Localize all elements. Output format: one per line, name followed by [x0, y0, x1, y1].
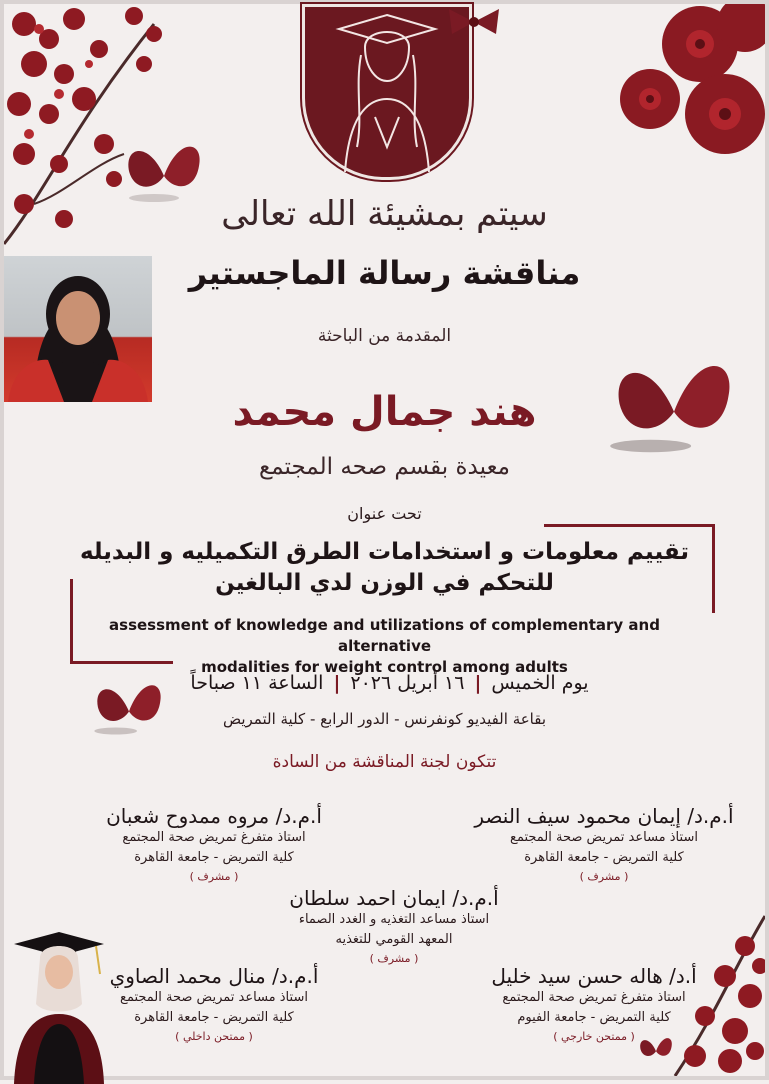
candidate-photo	[4, 256, 152, 402]
thesis-title-english	[74, 615, 695, 678]
event-title: مناقشة رسالة الماجستير	[188, 254, 581, 292]
member-title: استاذ متفرغ تمريض صحة المجتمع	[502, 990, 686, 1005]
butterfly-icon	[89, 672, 169, 742]
member-role-tag: ( ممتحن خارجي )	[553, 1030, 635, 1044]
committee-member	[444, 964, 744, 1043]
member-role-tag: ( مشرف )	[369, 952, 419, 966]
member-title: استاذ متفرغ تمريض صحة المجتمع	[122, 830, 306, 845]
committee-member	[244, 886, 544, 965]
member-affiliation: المعهد القومي للتغذيه	[335, 932, 453, 948]
candidate-role: معيدة بقسم صحه المجتمع	[258, 454, 510, 480]
member-name: أ.م.د/ إيمان محمود سيف النصر	[474, 804, 734, 828]
candidate-name: هند جمال محمد	[232, 389, 537, 435]
cherry-blossom-branch-top-left	[4, 4, 179, 254]
schedule-line	[184, 672, 595, 694]
committee-heading: تتكون لجنة المناقشة من السادة	[272, 752, 497, 772]
member-title: استاذ مساعد تمريض صحة المجتمع	[120, 990, 308, 1005]
thesis-title-arabic-line2: للتحكم في الوزن لدي البالغين	[215, 570, 554, 597]
thesis-title-arabic	[74, 537, 695, 599]
butterfly-icon	[604, 349, 744, 459]
schedule-date: ١٦ أبريل ٢٠٢٦	[350, 672, 465, 694]
schedule-time: الساعة ١١ صباحاً	[190, 672, 324, 694]
member-affiliation: كلية التمريض - جامعة القاهرة	[134, 850, 294, 866]
member-title: استاذ مساعد تمريض صحة المجتمع	[510, 830, 698, 845]
member-affiliation: كلية التمريض - جامعة القاهرة	[524, 850, 684, 866]
opening-phrase: سيتم بمشيئة الله تعالى	[221, 194, 548, 234]
member-affiliation: كلية التمريض - جامعة الفيوم	[517, 1010, 671, 1026]
separator: |	[333, 672, 341, 694]
member-affiliation: كلية التمريض - جامعة القاهرة	[134, 1010, 294, 1026]
thesis-title-arabic-line1: تقييم معلومات و استخدامات الطرق التكميليه و البديله	[79, 539, 690, 565]
red-flowers-top-right	[605, 4, 765, 184]
ribbon-bow-icon	[444, 4, 504, 44]
member-name: أ.م.د/ منال محمد الصاوي	[109, 964, 319, 988]
venue: بقاعة الفيديو كونفرنس - الدور الرابع - كلية التمريض	[222, 710, 547, 728]
schedule-day: يوم الخميس	[491, 672, 589, 694]
thesis-label: تحت عنوان	[347, 504, 422, 523]
committee-member	[64, 804, 364, 883]
butterfly-icon	[119, 136, 209, 206]
member-role-tag: ( ممتحن داخلي )	[175, 1030, 253, 1044]
presented-by-label: المقدمة من الباحثة	[317, 326, 452, 346]
member-role-tag: ( مشرف )	[189, 870, 239, 884]
member-name: أ.م.د/ مروه ممدوح شعبان	[106, 804, 322, 828]
thesis-title-english-line2: modalities for weight control among adults	[201, 658, 568, 676]
member-name: أ.د/ هاله حسن سيد خليل	[491, 964, 697, 988]
member-title: استاذ مساعد التغذيه و الغدد الصماء	[298, 912, 490, 927]
member-name: أ.م.د/ ايمان احمد سلطان	[289, 886, 499, 910]
separator: |	[474, 672, 482, 694]
committee-member	[454, 804, 754, 883]
member-role-tag: ( مشرف )	[579, 870, 629, 884]
graduate-girl-illustration	[4, 924, 114, 1084]
thesis-title-english-line1: assessment of knowledge and utilizations of complementary and alternative	[109, 616, 660, 655]
